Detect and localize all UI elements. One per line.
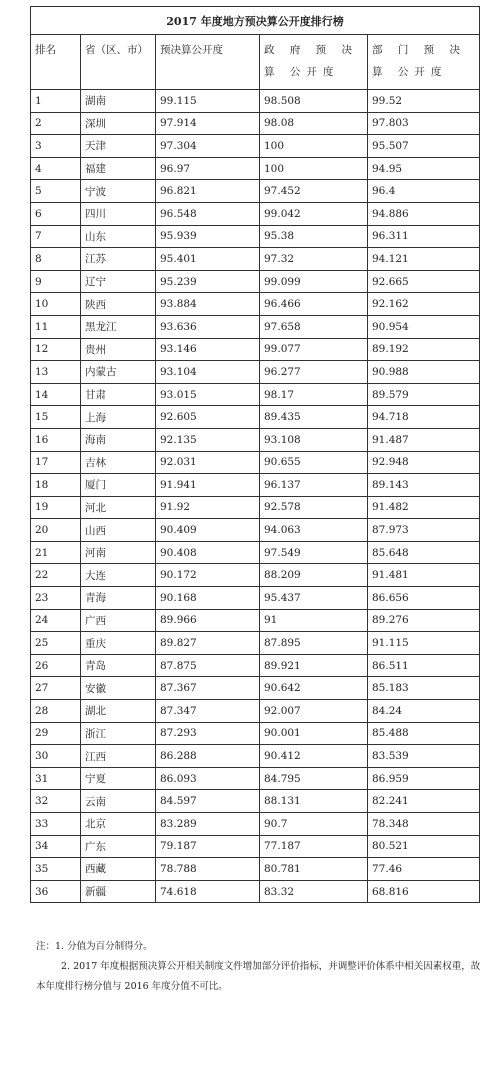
cell-gov: 100 xyxy=(260,135,368,158)
cell-budget: 86.093 xyxy=(156,767,260,790)
cell-rank: 36 xyxy=(31,880,81,903)
table-row xyxy=(31,790,480,813)
table-row xyxy=(31,609,480,632)
cell-dept: 87.973 xyxy=(368,519,480,542)
cell-dept: 91.115 xyxy=(368,632,480,655)
cell-gov: 90.7 xyxy=(260,813,368,836)
cell-budget: 78.788 xyxy=(156,858,260,881)
cell-region: 湖北 xyxy=(81,700,156,723)
header-rank: 排名 xyxy=(31,35,81,90)
cell-budget: 87.875 xyxy=(156,654,260,677)
cell-gov: 90.642 xyxy=(260,677,368,700)
cell-budget: 95.939 xyxy=(156,225,260,248)
cell-budget: 89.827 xyxy=(156,632,260,655)
table-row xyxy=(31,338,480,361)
table-row xyxy=(31,880,480,903)
cell-budget: 92.031 xyxy=(156,451,260,474)
header-dept-openness: 部 门 预 决 算 公开度 xyxy=(368,35,480,90)
cell-region: 福建 xyxy=(81,157,156,180)
cell-region: 四川 xyxy=(81,202,156,225)
cell-budget: 97.304 xyxy=(156,135,260,158)
cell-rank: 29 xyxy=(31,722,81,745)
cell-gov: 94.063 xyxy=(260,519,368,542)
cell-budget: 99.115 xyxy=(156,90,260,113)
cell-gov: 84.795 xyxy=(260,767,368,790)
cell-dept: 83.539 xyxy=(368,745,480,768)
cell-rank: 9 xyxy=(31,270,81,293)
cell-dept: 94.121 xyxy=(368,248,480,271)
cell-rank: 21 xyxy=(31,541,81,564)
cell-gov: 89.921 xyxy=(260,654,368,677)
cell-region: 江西 xyxy=(81,745,156,768)
cell-rank: 33 xyxy=(31,813,81,836)
cell-dept: 91.482 xyxy=(368,496,480,519)
cell-gov: 98.508 xyxy=(260,90,368,113)
cell-region: 山东 xyxy=(81,225,156,248)
cell-rank: 27 xyxy=(31,677,81,700)
cell-gov: 99.077 xyxy=(260,338,368,361)
cell-dept: 90.988 xyxy=(368,361,480,384)
cell-region: 陕西 xyxy=(81,293,156,316)
cell-rank: 7 xyxy=(31,225,81,248)
cell-budget: 93.884 xyxy=(156,293,260,316)
cell-region: 甘肃 xyxy=(81,383,156,406)
table-row xyxy=(31,722,480,745)
cell-rank: 8 xyxy=(31,248,81,271)
cell-region: 新疆 xyxy=(81,880,156,903)
cell-gov: 97.452 xyxy=(260,180,368,203)
cell-region: 海南 xyxy=(81,428,156,451)
cell-gov: 80.781 xyxy=(260,858,368,881)
cell-budget: 93.146 xyxy=(156,338,260,361)
cell-rank: 28 xyxy=(31,700,81,723)
cell-budget: 93.015 xyxy=(156,383,260,406)
table-row xyxy=(31,654,480,677)
cell-dept: 92.665 xyxy=(368,270,480,293)
table-row xyxy=(31,293,480,316)
cell-budget: 93.104 xyxy=(156,361,260,384)
cell-region: 上海 xyxy=(81,406,156,429)
cell-budget: 93.636 xyxy=(156,315,260,338)
cell-gov: 97.658 xyxy=(260,315,368,338)
table-row xyxy=(31,745,480,768)
cell-gov: 98.17 xyxy=(260,383,368,406)
note-2: 2. 2017 年度根据预决算公开相关制度文件增加部分评价指标，并调整评价体系中相关因素权重，故本年度排行榜分值与 2016 年度分值不可比。 xyxy=(36,961,481,992)
cell-region: 广东 xyxy=(81,835,156,858)
cell-dept: 94.95 xyxy=(368,157,480,180)
cell-budget: 95.401 xyxy=(156,248,260,271)
cell-budget: 89.966 xyxy=(156,609,260,632)
cell-budget: 92.135 xyxy=(156,428,260,451)
notes xyxy=(36,937,482,997)
cell-budget: 95.239 xyxy=(156,270,260,293)
table-row xyxy=(31,180,480,203)
cell-dept: 92.948 xyxy=(368,451,480,474)
table-row xyxy=(31,202,480,225)
cell-gov: 91 xyxy=(260,609,368,632)
cell-rank: 32 xyxy=(31,790,81,813)
cell-gov: 88.209 xyxy=(260,564,368,587)
cell-rank: 18 xyxy=(31,474,81,497)
cell-region: 深圳 xyxy=(81,112,156,135)
cell-rank: 13 xyxy=(31,361,81,384)
cell-rank: 11 xyxy=(31,315,81,338)
cell-region: 江苏 xyxy=(81,248,156,271)
cell-region: 内蒙古 xyxy=(81,361,156,384)
cell-budget: 90.168 xyxy=(156,587,260,610)
cell-dept: 99.52 xyxy=(368,90,480,113)
cell-rank: 4 xyxy=(31,157,81,180)
cell-dept: 96.311 xyxy=(368,225,480,248)
table-row xyxy=(31,474,480,497)
cell-gov: 89.435 xyxy=(260,406,368,429)
cell-dept: 90.954 xyxy=(368,315,480,338)
cell-region: 广西 xyxy=(81,609,156,632)
cell-rank: 15 xyxy=(31,406,81,429)
cell-gov: 99.042 xyxy=(260,202,368,225)
cell-budget: 91.92 xyxy=(156,496,260,519)
table-row xyxy=(31,700,480,723)
cell-budget: 74.618 xyxy=(156,880,260,903)
table-row xyxy=(31,315,480,338)
cell-dept: 91.481 xyxy=(368,564,480,587)
table-row xyxy=(31,135,480,158)
cell-budget: 96.548 xyxy=(156,202,260,225)
cell-gov: 90.655 xyxy=(260,451,368,474)
cell-gov: 95.38 xyxy=(260,225,368,248)
cell-budget: 83.289 xyxy=(156,813,260,836)
cell-dept: 95.507 xyxy=(368,135,480,158)
cell-gov: 83.32 xyxy=(260,880,368,903)
table-row xyxy=(31,564,480,587)
cell-rank: 20 xyxy=(31,519,81,542)
cell-region: 北京 xyxy=(81,813,156,836)
cell-rank: 2 xyxy=(31,112,81,135)
cell-region: 天津 xyxy=(81,135,156,158)
cell-region: 宁夏 xyxy=(81,767,156,790)
cell-dept: 89.276 xyxy=(368,609,480,632)
cell-rank: 6 xyxy=(31,202,81,225)
cell-dept: 86.656 xyxy=(368,587,480,610)
cell-region: 湖南 xyxy=(81,90,156,113)
cell-budget: 97.914 xyxy=(156,112,260,135)
cell-region: 河南 xyxy=(81,541,156,564)
cell-gov: 90.412 xyxy=(260,745,368,768)
cell-gov: 96.277 xyxy=(260,361,368,384)
cell-rank: 24 xyxy=(31,609,81,632)
cell-dept: 82.241 xyxy=(368,790,480,813)
cell-rank: 12 xyxy=(31,338,81,361)
cell-dept: 85.648 xyxy=(368,541,480,564)
cell-rank: 26 xyxy=(31,654,81,677)
cell-rank: 34 xyxy=(31,835,81,858)
cell-rank: 3 xyxy=(31,135,81,158)
cell-region: 山西 xyxy=(81,519,156,542)
cell-gov: 93.108 xyxy=(260,428,368,451)
cell-region: 厦门 xyxy=(81,474,156,497)
cell-gov: 87.895 xyxy=(260,632,368,655)
cell-budget: 92.605 xyxy=(156,406,260,429)
cell-gov: 92.007 xyxy=(260,700,368,723)
cell-gov: 98.08 xyxy=(260,112,368,135)
cell-dept: 77.46 xyxy=(368,858,480,881)
cell-dept: 78.348 xyxy=(368,813,480,836)
cell-rank: 31 xyxy=(31,767,81,790)
cell-dept: 84.24 xyxy=(368,700,480,723)
cell-budget: 91.941 xyxy=(156,474,260,497)
table-body xyxy=(31,90,480,903)
cell-dept: 80.521 xyxy=(368,835,480,858)
cell-dept: 89.143 xyxy=(368,474,480,497)
header-budget-openness: 预决算公开度 xyxy=(156,35,260,90)
table-row xyxy=(31,383,480,406)
cell-gov: 100 xyxy=(260,157,368,180)
cell-region: 贵州 xyxy=(81,338,156,361)
table-title: 2017 年度地方预决算公开度排行榜 xyxy=(31,7,480,35)
cell-dept: 97.803 xyxy=(368,112,480,135)
table-row xyxy=(31,835,480,858)
cell-budget: 96.821 xyxy=(156,180,260,203)
cell-gov: 99.099 xyxy=(260,270,368,293)
cell-dept: 89.192 xyxy=(368,338,480,361)
table-row xyxy=(31,519,480,542)
cell-budget: 87.293 xyxy=(156,722,260,745)
cell-rank: 5 xyxy=(31,180,81,203)
table-row xyxy=(31,270,480,293)
cell-region: 辽宁 xyxy=(81,270,156,293)
table-row xyxy=(31,248,480,271)
table-row xyxy=(31,406,480,429)
table-row xyxy=(31,496,480,519)
table-row xyxy=(31,767,480,790)
cell-region: 宁波 xyxy=(81,180,156,203)
cell-dept: 96.4 xyxy=(368,180,480,203)
cell-rank: 14 xyxy=(31,383,81,406)
header-gov-openness: 政 府 预 决 算 公开度 xyxy=(260,35,368,90)
table-row xyxy=(31,157,480,180)
cell-rank: 23 xyxy=(31,587,81,610)
cell-region: 西藏 xyxy=(81,858,156,881)
cell-dept: 94.718 xyxy=(368,406,480,429)
ranking-table xyxy=(30,6,480,903)
header-region: 省（区、市） xyxy=(81,35,156,90)
cell-dept: 68.816 xyxy=(368,880,480,903)
cell-budget: 90.408 xyxy=(156,541,260,564)
cell-region: 黑龙江 xyxy=(81,315,156,338)
table-row xyxy=(31,225,480,248)
table-row xyxy=(31,813,480,836)
cell-region: 浙江 xyxy=(81,722,156,745)
table-row xyxy=(31,541,480,564)
note-1: 注：1. 分值为百分制得分。 xyxy=(36,941,153,952)
cell-gov: 96.466 xyxy=(260,293,368,316)
cell-dept: 89.579 xyxy=(368,383,480,406)
cell-region: 青岛 xyxy=(81,654,156,677)
cell-dept: 86.959 xyxy=(368,767,480,790)
cell-gov: 95.437 xyxy=(260,587,368,610)
cell-budget: 86.288 xyxy=(156,745,260,768)
table-row xyxy=(31,90,480,113)
cell-rank: 30 xyxy=(31,745,81,768)
cell-budget: 90.172 xyxy=(156,564,260,587)
table-row xyxy=(31,361,480,384)
table-row xyxy=(31,632,480,655)
table-row xyxy=(31,428,480,451)
cell-gov: 97.32 xyxy=(260,248,368,271)
cell-dept: 91.487 xyxy=(368,428,480,451)
cell-dept: 92.162 xyxy=(368,293,480,316)
cell-budget: 84.597 xyxy=(156,790,260,813)
cell-budget: 87.367 xyxy=(156,677,260,700)
cell-rank: 10 xyxy=(31,293,81,316)
cell-dept: 85.183 xyxy=(368,677,480,700)
table-row xyxy=(31,112,480,135)
cell-rank: 16 xyxy=(31,428,81,451)
table-row xyxy=(31,587,480,610)
cell-region: 云南 xyxy=(81,790,156,813)
cell-rank: 1 xyxy=(31,90,81,113)
cell-rank: 17 xyxy=(31,451,81,474)
cell-dept: 94.886 xyxy=(368,202,480,225)
cell-budget: 87.347 xyxy=(156,700,260,723)
cell-region: 重庆 xyxy=(81,632,156,655)
table-row xyxy=(31,677,480,700)
table-row xyxy=(31,451,480,474)
cell-budget: 79.187 xyxy=(156,835,260,858)
cell-gov: 90.001 xyxy=(260,722,368,745)
cell-budget: 90.409 xyxy=(156,519,260,542)
cell-region: 河北 xyxy=(81,496,156,519)
cell-gov: 97.549 xyxy=(260,541,368,564)
cell-region: 青海 xyxy=(81,587,156,610)
cell-rank: 19 xyxy=(31,496,81,519)
cell-gov: 77.187 xyxy=(260,835,368,858)
cell-region: 吉林 xyxy=(81,451,156,474)
cell-gov: 96.137 xyxy=(260,474,368,497)
cell-region: 大连 xyxy=(81,564,156,587)
cell-rank: 22 xyxy=(31,564,81,587)
cell-rank: 35 xyxy=(31,858,81,881)
cell-gov: 92.578 xyxy=(260,496,368,519)
cell-rank: 25 xyxy=(31,632,81,655)
cell-region: 安徽 xyxy=(81,677,156,700)
cell-gov: 88.131 xyxy=(260,790,368,813)
cell-dept: 86.511 xyxy=(368,654,480,677)
table-row xyxy=(31,858,480,881)
cell-dept: 85.488 xyxy=(368,722,480,745)
cell-budget: 96.97 xyxy=(156,157,260,180)
